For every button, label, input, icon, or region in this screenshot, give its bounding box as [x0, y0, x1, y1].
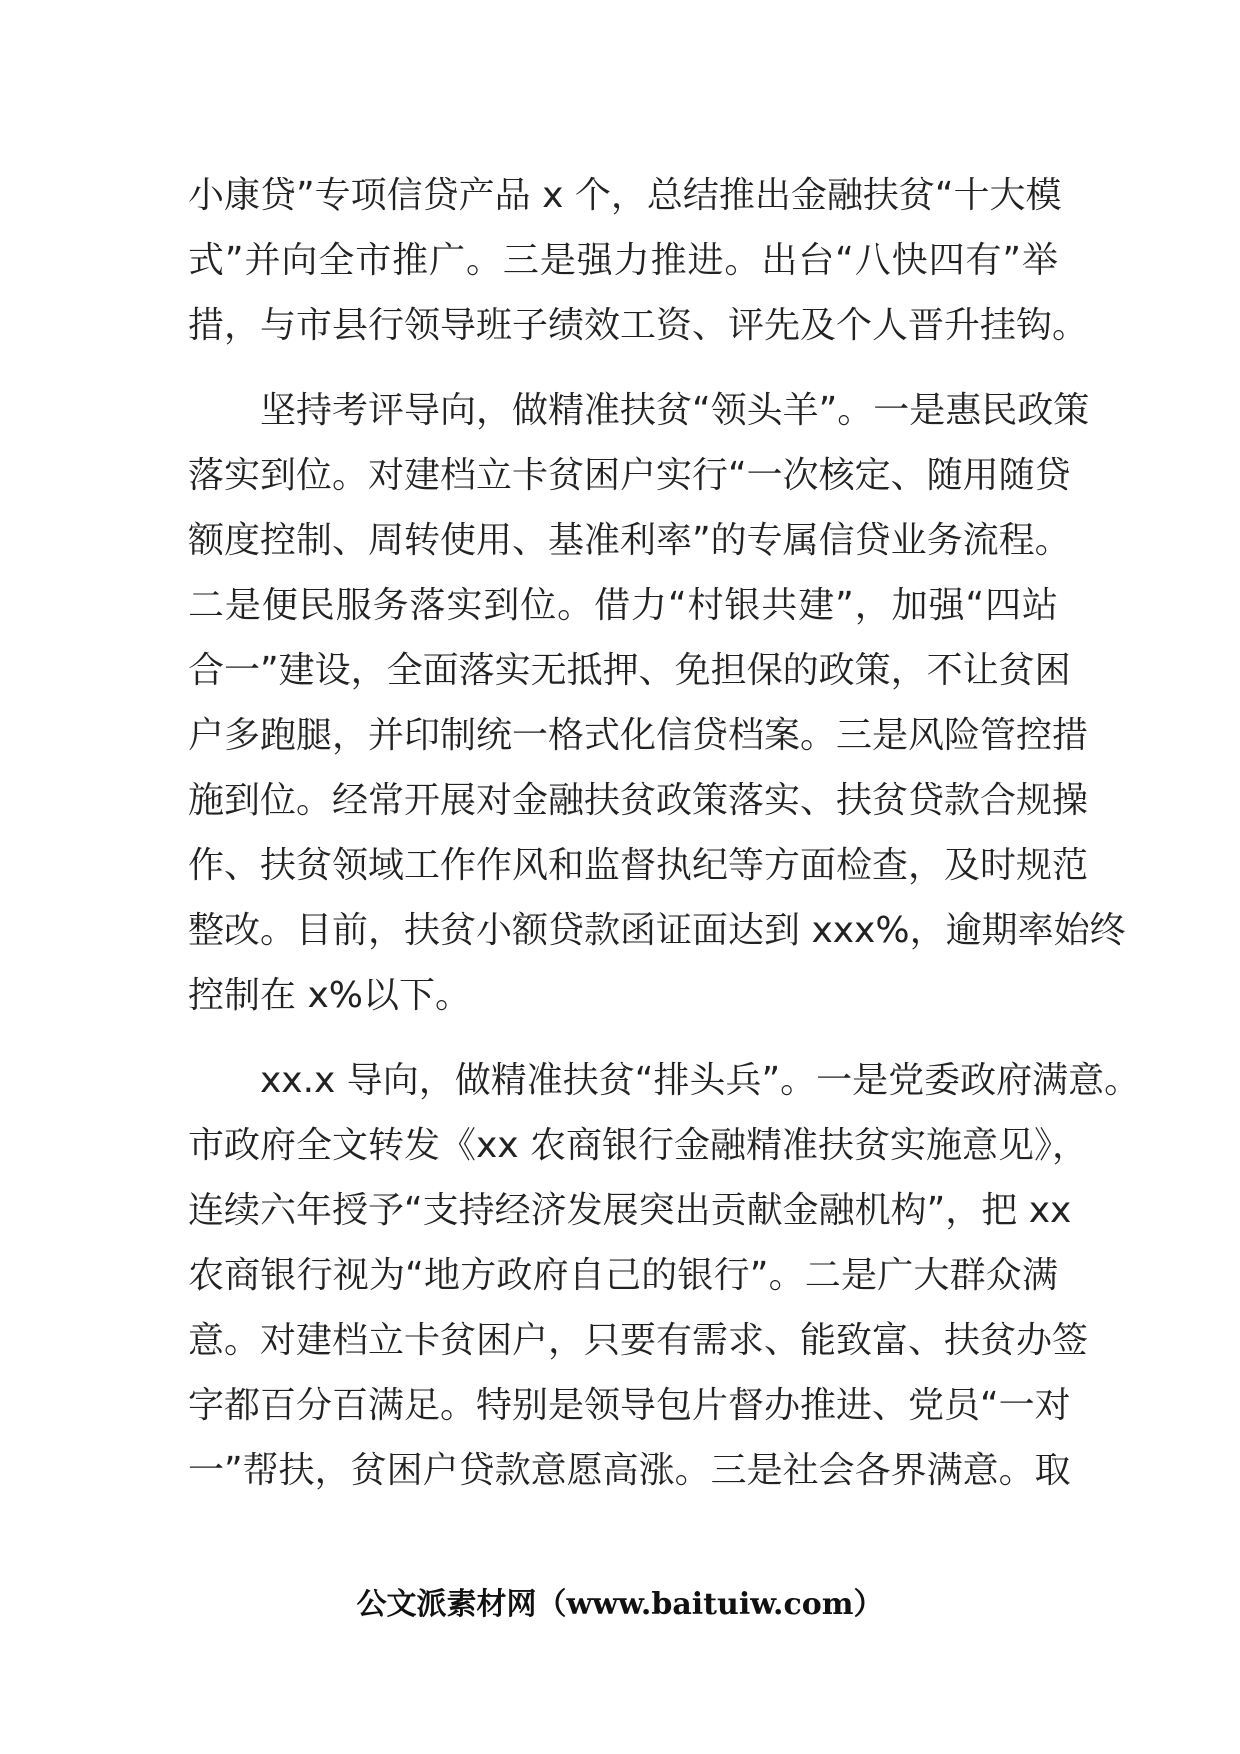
- text-line: 额度控制、周转使用、基准利率”的专属信贷业务流程。: [188, 520, 1071, 561]
- footer-source-note: 公文派素材网（www.baituiw.com）: [356, 1587, 884, 1622]
- text-line: xx.x 导向，做精准扶贫“排头兵”。一是党委政府满意。: [188, 1060, 1141, 1101]
- text-line: 控制在 x%以下。: [188, 975, 471, 1016]
- text-line: 合一”建设，全面落实无抵押、免担保的政策，不让贫困: [188, 650, 1071, 691]
- text-line: 施到位。经常开展对金融扶贫政策落实、扶贫贷款合规操: [188, 780, 1089, 821]
- text-line: 农商银行视为“地方政府自己的银行”。二是广大群众满: [188, 1255, 1058, 1296]
- paragraph-gap: [188, 1028, 1058, 1048]
- text-line: 落实到位。对建档立卡贫困户实行“一次核定、随用随贷: [188, 455, 1071, 496]
- text-line: 一”帮扶，贫困户贷款意愿高涨。三是社会各界满意。取: [188, 1450, 1071, 1491]
- text-line: 户多跑腿，并印制统一格式化信贷档案。三是风险管控措: [188, 715, 1089, 756]
- text-line: 小康贷”专项信贷产品 x 个，总结推出金融扶贫“十大模: [188, 175, 1062, 216]
- paragraph: [188, 378, 1126, 1028]
- paragraph-gap: [188, 358, 1058, 378]
- text-line: 意。对建档立卡贫困户，只要有需求、能致富、扶贫办签: [188, 1320, 1089, 1361]
- text-line: 市政府全文转发《xx 农商银行金融精准扶贫实施意见》，: [188, 1125, 1089, 1166]
- text-line: 二是便民服务落实到位。借力“村银共建”，加强“四站: [188, 585, 1058, 626]
- document-body: [188, 163, 1141, 1503]
- text-line: 字都百分百满足。特别是领导包片督办推进、党员“一对: [188, 1385, 1071, 1426]
- text-line: 措，与市县行领导班子绩效工资、评先及个人晋升挂钩。: [188, 305, 1089, 346]
- text-line: 整改。目前，扶贫小额贷款函证面达到 xxx%，逾期率始终: [188, 910, 1126, 951]
- text-line: 连续六年授予“支持经济发展突出贡献金融机构”，把 xx: [188, 1190, 1072, 1231]
- paragraph: [188, 1048, 1141, 1503]
- text-line: 坚持考评导向，做精准扶贫“领头羊”。一是惠民政策: [188, 390, 1090, 431]
- text-line: 式”并向全市推广。三是强力推进。出台“八快四有”举: [188, 240, 1058, 281]
- text-line: 作、扶贫领域工作作风和监督执纪等方面检查，及时规范: [188, 845, 1089, 886]
- paragraph: [188, 163, 1089, 358]
